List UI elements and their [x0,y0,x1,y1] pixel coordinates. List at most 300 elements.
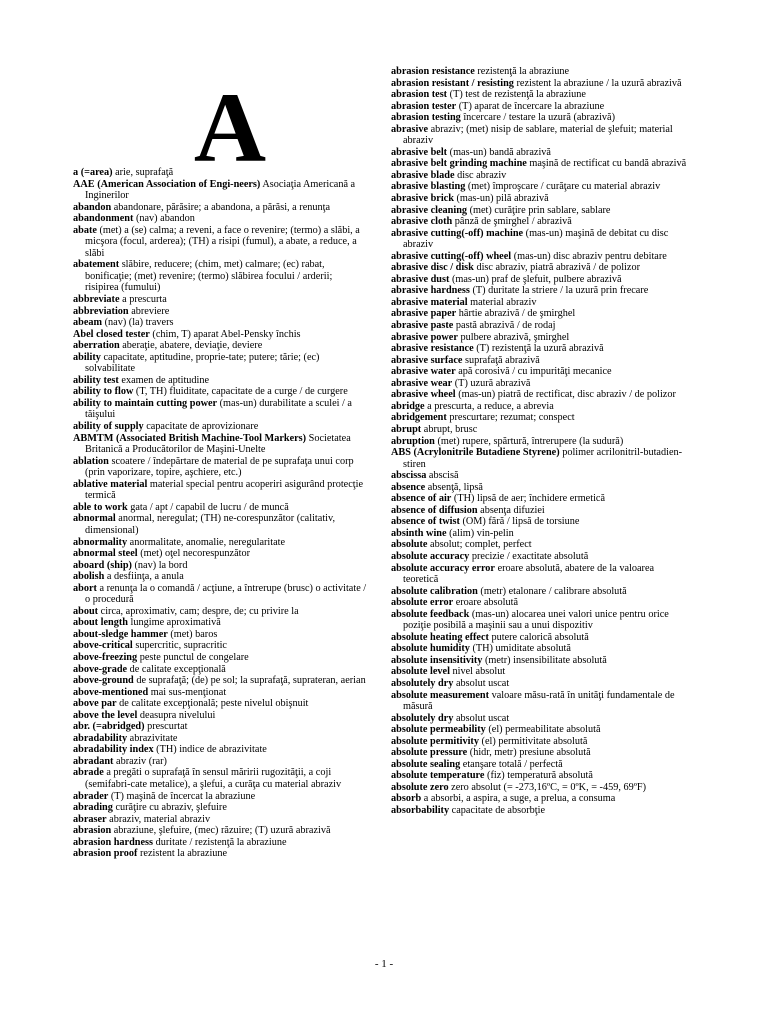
dictionary-entry [391,609,691,632]
entry-headword: ablative material [73,478,148,490]
dictionary-entry [391,597,691,609]
entry-headword: abbreviate [73,294,120,306]
entry-definition: (T) test de rezistenţă la abraziune [447,89,586,101]
dictionary-entry [73,617,368,629]
entry-definition: (mas-un) alocarea unei valori unice pentru orice poziţie posibilă a maşinii sau a unui dispozitiv [403,608,669,632]
entry-headword: absence [391,481,426,493]
entry-definition: zero absolut (= -273,16ºC, = 0ºK, = -459, 69ºF) [448,781,647,793]
entry-definition: abraziv; (met) nisip de sablare, material de şlefuit; material abraziv [403,123,673,147]
dictionary-entry [391,297,691,309]
entry-definition: prescurtat [144,721,188,733]
entry-headword: absolute accuracy error [391,562,495,574]
entry-definition: scoatere / îndepărtare de material de pe suprafaţa unui corp (prin vaporizare, topire, aşchiere, etc.) [85,455,354,479]
entry-headword: abnormality [73,536,128,548]
entry-definition: a prescurta [119,294,167,306]
entry-headword: abrader [73,790,109,802]
entry-definition: capacitate de absorbţie [449,805,546,816]
dictionary-entry [73,721,368,733]
entry-definition: material special pentru acoperiri asigurând protecţie termică [85,478,364,502]
entry-headword: abrasive dust [391,273,450,285]
left-column [73,167,368,860]
dictionary-entry [391,389,691,401]
entry-definition: maşină de rectificat cu bandă abrazivă [526,158,687,170]
entry-definition: (nav) abandon [133,213,195,225]
dictionary-entry [73,225,368,260]
entry-definition: gata / apt / capabil de lucru / de muncă [127,501,289,513]
dictionary-entry [391,170,691,182]
entry-definition: a renunţa la o comandă / acţiune, a întrerupe (brusc) o activitate / o procedură [85,582,367,606]
dictionary-entry [391,112,691,124]
dictionary-entry [391,793,691,805]
entry-headword: absolute humidity [391,643,470,655]
entry-definition: duritate / rezistenţă la abraziune [153,836,287,848]
right-column [391,66,691,817]
entry-headword: about-sledge hammer [73,628,168,640]
entry-definition: (mas-un) pilă abrazivă [453,193,549,205]
entry-definition: (nav) la bord [131,559,188,571]
entry-definition: (TH) lipsă de aer; închidere ermetică [451,493,606,505]
entry-headword: abruption [391,435,435,447]
entry-headword: absolute pressure [391,747,468,759]
entry-definition: (T) rezistenţă la uzură abrazivă [473,343,604,355]
entry-headword: abrupt [391,423,422,435]
entry-definition: rezistent la abraziune / la uzură abrazivă [513,77,682,89]
dictionary-entry [391,320,691,332]
entry-definition: aberaţie, abatere, deviaţie, deviere [119,340,263,352]
dictionary-entry [391,401,691,413]
entry-headword: abeam [73,317,103,329]
entry-headword: abrasive paste [391,320,454,332]
dictionary-entry [73,502,368,514]
entry-definition: abrazivitate [127,732,178,744]
dictionary-entry [73,710,368,722]
entry-definition: examen de aptitudine [118,374,210,386]
entry-headword: above-critical [73,640,133,652]
entry-headword: aboard (ship) [73,559,132,571]
entry-definition: Asociaţia Americană a Inginerilor [85,178,356,202]
entry-headword: above the level [73,709,138,721]
dictionary-entry [73,698,368,710]
dictionary-entry [391,632,691,644]
entry-headword: above-freezing [73,651,138,663]
entry-definition: absenţă, lipsă [425,481,483,493]
dictionary-entry [73,306,368,318]
entry-definition: capacitate de aprovizionare [143,421,259,433]
entry-definition: abscisă [426,470,459,482]
dictionary-entry [391,193,691,205]
dictionary-entry [391,355,691,367]
entry-headword: abrasive wear [391,377,453,389]
entry-headword: abridgement [391,412,447,424]
entry-headword: abrasion resistance [391,66,475,77]
entry-headword: abraser [73,813,107,825]
dictionary-entry [391,378,691,390]
dictionary-entry [73,652,368,664]
dictionary-entry [73,664,368,676]
dictionary-entry [73,640,368,652]
dictionary-entry [391,747,691,759]
entry-headword: abrasion resistant / resisting [391,77,514,89]
entry-headword: AAE (American Association of Engi-neers) [73,178,261,190]
entry-definition: absenţa difuziei [477,504,545,516]
entry-headword: ablation [73,455,109,467]
entry-definition: (OM) fără / lipsă de torsiune [459,516,580,528]
entry-definition: etanşare totală / perfectă [460,758,563,770]
entry-headword: abrasive power [391,331,458,343]
entry-headword: abrasion tester [391,100,457,112]
entry-headword: abscissa [391,470,427,482]
entry-headword: abrasive paper [391,308,457,320]
dictionary-entry [73,352,368,375]
entry-definition: (mas-un) bandă abrazivă [447,146,551,158]
entry-headword: abort [73,582,97,594]
entry-headword: abrade [73,767,104,779]
entry-headword: absolute permitivity [391,735,479,747]
entry-definition: eroare absolută, abatere de la valoarea teoretică [403,562,655,586]
entry-headword: absence of air [391,493,452,505]
entry-definition: abreviere [128,305,170,317]
entry-definition: absolut uscat [453,677,510,689]
entry-definition: (T, TH) fluiditate, capacitate de a curge / de curgere [133,386,348,398]
dictionary-entry [73,560,368,572]
entry-definition: (mas-un) praf de şlefuit, pulbere abrazivă [449,273,622,285]
page-number: - 1 - [374,958,394,970]
entry-headword: absolute accuracy [391,550,470,562]
entry-headword: abbreviation [73,305,129,317]
entry-headword: a (=area) [73,167,113,178]
entry-definition: Societatea Britanică a Producătorilor de Maşini-Unelte [85,432,351,456]
entry-headword: ability to maintain cutting power [73,397,218,409]
entry-definition: (T) uzură abrazivă [452,377,531,389]
entry-headword: about [73,605,99,617]
entry-definition: rezistent la abraziune [137,848,228,860]
entry-definition: de calitate excepţională [127,663,226,675]
dictionary-entry [391,216,691,228]
dictionary-entry [391,678,691,690]
dictionary-entry [391,274,691,286]
entry-headword: abrasive water [391,366,456,378]
entry-definition: apă corosivă / cu impurităţi mecanice [455,366,612,378]
entry-headword: ability of supply [73,421,144,433]
entry-headword: absence of twist [391,516,460,528]
entry-definition: (met) rupere, spărtură, întrerupere (la sudură) [434,435,624,447]
entry-headword: absolutely dry [391,712,454,724]
dictionary-entry [391,470,691,482]
dictionary-entry [391,666,691,678]
dictionary-entry [391,516,691,528]
entry-definition: abraziv, material abraziv [106,813,211,825]
entry-headword: about length [73,617,128,629]
dictionary-entry [391,551,691,563]
entry-headword: absolute permeability [391,724,486,736]
entry-headword: ABS (Acrylonitrile Butadiene Styrene) [391,447,560,459]
dictionary-entry [391,262,691,274]
dictionary-entry [391,228,691,251]
entry-definition: nivel absolut [449,666,506,678]
entry-headword: abandonment [73,213,134,225]
entry-definition: suprafaţă abrazivă [462,354,540,366]
dictionary-entry [73,687,368,699]
entry-headword: ability test [73,374,119,386]
entry-headword: absolutely dry [391,677,454,689]
entry-definition: disc abraziv, piatră abrazivă / de polizor [473,262,640,274]
entry-headword: abridge [391,400,425,412]
dictionary-entry [73,433,368,456]
entry-definition: de calitate excepţională; peste nivelul obişnuit [116,698,309,710]
dictionary-entry [391,181,691,193]
entry-definition: (el) permitivitate absolută [478,735,588,747]
dictionary-entry [73,583,368,606]
dictionary-entry [391,158,691,170]
entry-headword: absolute feedback [391,608,470,620]
dictionary-entry [391,805,691,817]
dictionary-entry [391,724,691,736]
dictionary-entry [391,436,691,448]
entry-definition: mai sus-menţionat [148,686,227,698]
entry-definition: (alim) vin-pelin [446,527,514,539]
entry-headword: abrasive surface [391,354,463,366]
dictionary-entry [73,767,368,790]
entry-definition: (mas-un) piatră de rectificat, disc abraziv / de polizor [455,389,676,401]
entry-headword: abrasive disc / disk [391,262,474,274]
entry-definition: material abraziv [467,296,537,308]
entry-definition: (metr) etalonare / calibrare absolută [477,585,627,597]
entry-definition: (T) aparat de încercare la abraziune [456,100,605,112]
entry-definition: (mas-un) maşină de debitat cu disc abraziv [403,227,669,251]
entry-headword: abrasive [391,123,429,135]
entry-headword: absolute heating effect [391,631,489,643]
entry-definition: a prescurta, a reduce, a abrevia [424,400,554,412]
entry-headword: ABMTM (Associated British Machine-Tool Markers) [73,432,307,444]
dictionary-entry [73,606,368,618]
dictionary-entry [73,537,368,549]
entry-definition: a absorbi, a aspira, a suge, a prelua, a consuma [421,793,616,805]
entry-definition: polimer acrilonitril-butadien-stiren [403,447,683,470]
entry-definition: încercare / testare la uzură (abrazivă) [460,112,615,124]
dictionary-entry [391,251,691,263]
dictionary-entry [73,791,368,803]
entry-headword: absorbability [391,805,450,816]
entry-definition: (TH) umiditate absolută [469,643,571,655]
dictionary-entry [73,259,368,294]
entry-headword: above-ground [73,675,134,687]
dictionary-entry [73,329,368,341]
entry-headword: above par [73,698,117,710]
entry-definition: supercritic, supracritic [132,640,227,652]
dictionary-entry [391,285,691,297]
entry-definition: (met) curăţire prin sablare, sablare [467,204,611,216]
entry-definition: disc abraziv [454,169,507,181]
entry-headword: abnormal steel [73,548,138,560]
section-letter: A [193,72,267,183]
entry-definition: arie, suprafaţă [112,167,174,178]
entry-definition: (hidr, metr) presiune absolută [467,747,591,759]
entry-headword: abrasive blade [391,169,455,181]
dictionary-entry [73,837,368,849]
entry-headword: abradability index [73,744,154,756]
entry-definition: rezistenţă la abraziune [474,66,569,77]
entry-headword: abrasive blasting [391,181,466,193]
dictionary-entry [391,424,691,436]
dictionary-entry [73,756,368,768]
dictionary-entry [73,375,368,387]
entry-definition: (met) a (se) calma; a reveni, a face o revenire; (termo) a slăbi, a micşora (focul, arderea); (TH) a risipi (fumul), a abate, a reduce, a slăbi [85,224,360,259]
entry-definition: slăbire, reducere; (chim, met) calmare; (ec) rabat, bonificaţie; (met) revenire; (termo) slăbirea focului / arderii; risipirea (fumului) [85,259,333,294]
entry-headword: abate [73,224,97,236]
dictionary-entry [73,179,368,202]
dictionary-entry [73,213,368,225]
dictionary-entry [391,759,691,771]
entry-definition: peste punctul de congelare [137,651,249,663]
entry-headword: abradant [73,755,114,767]
entry-headword: abrasive resistance [391,343,474,355]
entry-definition: pastă abrazivă / de rodaj [453,320,556,332]
dictionary-entry [391,447,691,470]
dictionary-entry [391,124,691,147]
dictionary-entry [391,89,691,101]
dictionary-entry [391,586,691,598]
entry-headword: abolish [73,571,105,583]
dictionary-entry [73,202,368,214]
dictionary-entry [391,655,691,667]
entry-headword: abrasion testing [391,112,461,124]
entry-headword: abrasive cutting(-off) machine [391,227,524,239]
dictionary-entry [73,744,368,756]
entry-headword: able to work [73,501,128,513]
dictionary-entry [73,629,368,641]
dictionary-entry [73,479,368,502]
dictionary-entry [73,317,368,329]
entry-definition: (mas-un) disc abraziv pentru debitare [511,250,667,262]
dictionary-entry [73,386,368,398]
entry-definition: (T) maşină de încercat la abraziune [108,790,256,802]
entry-headword: abrasive cloth [391,216,453,228]
entry-headword: abandon [73,201,112,213]
dictionary-entry [73,294,368,306]
entry-definition: capacitate, aptitudine, proprie-tate; putere; tărie; (ec) solvabilitate [85,351,320,375]
entry-headword: abradability [73,732,128,744]
dictionary-entry [73,456,368,479]
entry-definition: anormal, neregulat; (TH) ne-corespunzător (calitativ, dimensional) [85,513,336,536]
dictionary-entry [391,539,691,551]
dictionary-entry [73,802,368,814]
entry-headword: ability to flow [73,386,134,398]
dictionary-entry [391,366,691,378]
entry-headword: abrasion hardness [73,836,154,848]
entry-headword: abnormal [73,513,116,525]
entry-definition: curăţire cu abraziv, şlefuire [112,802,227,814]
entry-definition: (metr) insensibilitate absolută [482,654,607,666]
dictionary-entry [73,340,368,352]
entry-headword: abrasive belt grinding machine [391,158,527,170]
dictionary-entry [73,513,368,536]
entry-definition: abraziune, şlefuire, (mec) răzuire; (T) uzură abrazivă [111,825,331,837]
entry-definition: eroare absolută [453,597,519,609]
entry-headword: above-grade [73,663,128,675]
entry-definition: putere calorică absolută [488,631,589,643]
entry-definition: (chim, T) aparat Abel-Pensky închis [149,328,301,340]
dictionary-entry [391,713,691,725]
dictionary-entry [391,412,691,424]
dictionary-entry [73,848,368,860]
entry-headword: absolute measurement [391,689,490,701]
dictionary-entry [391,782,691,794]
entry-headword: absolute error [391,597,454,609]
dictionary-entry [73,733,368,745]
entry-headword: absolute [391,539,428,551]
entry-headword: absolute zero [391,781,449,793]
entry-definition: deasupra nivelului [137,709,216,721]
entry-headword: absolute temperature [391,770,485,782]
dictionary-entry [73,398,368,421]
entry-definition: hârtie abrazivă / de şmirghel [456,308,576,320]
dictionary-entry [391,563,691,586]
entry-definition: de suprafaţă; (de) pe sol; la suprafaţă, suprateran, aerian [133,675,366,687]
entry-headword: ability [73,351,101,363]
entry-headword: absolute level [391,666,450,678]
entry-headword: abrasion [73,825,112,837]
dictionary-entry [73,571,368,583]
entry-headword: above-mentioned [73,686,149,698]
entry-headword: abrasive hardness [391,285,470,297]
dictionary-entry [73,167,368,179]
entry-headword: abr. (=abridged) [73,721,145,733]
entry-headword: Abel closed tester [73,328,150,340]
dictionary-entry [73,675,368,687]
dictionary-entry [391,147,691,159]
entry-headword: abrasive cleaning [391,204,468,216]
entry-headword: abrasive cutting(-off) wheel [391,250,512,262]
entry-headword: abrasive brick [391,193,454,205]
dictionary-entry [391,690,691,713]
entry-definition: prescurtare; rezumat; conspect [446,412,575,424]
entry-definition: (fiz) temperatură absolută [484,770,593,782]
entry-headword: abrading [73,802,113,814]
entry-headword: abrasion proof [73,848,138,860]
dictionary-entry [391,78,691,90]
entry-definition: (TH) indice de abrazivitate [153,744,267,756]
entry-definition: (mas-un) durabilitate a sculei / a tăişului [85,397,352,421]
entry-headword: abrasive wheel [391,389,456,401]
entry-definition: absolut; complet, perfect [427,539,532,551]
dictionary-entry [391,205,691,217]
entry-definition: abraziv (rar) [113,755,167,767]
entry-definition: (met) oţel necorespunzător [137,548,251,560]
entry-headword: abrasive material [391,296,468,308]
dictionary-entry [391,66,691,78]
entry-headword: aberration [73,340,120,352]
entry-definition: (met) baros [167,628,218,640]
entry-headword: absorb [391,793,422,805]
entry-definition: a pregăti o suprafaţă în sensul măririi rugozităţii, a coji (semifabri-cate metalice), a şlefui, a curăţa cu material abraziv [85,767,342,790]
dictionary-entry [391,332,691,344]
entry-headword: abrasive belt [391,146,448,158]
entry-definition: valoare măsu-rată în unităţi fundamentale de măsură [403,689,675,713]
entry-definition: abandonare, părăsire; a abandona, a părăsi, a renunţa [111,201,331,213]
entry-headword: abatement [73,259,120,271]
entry-definition: anormalitate, anomalie, neregularitate [127,536,286,548]
entry-definition: absolut uscat [453,712,510,724]
dictionary-entry [73,548,368,560]
entry-definition: (el) permeabilitate absolută [485,724,601,736]
entry-headword: absolute sealing [391,758,461,770]
entry-definition: abrupt, brusc [421,423,478,435]
dictionary-entry [391,528,691,540]
entry-headword: absinth wine [391,527,447,539]
entry-definition: (T) duritate la striere / la uzură prin frecare [469,285,649,297]
entry-headword: absolute insensitivity [391,654,483,666]
dictionary-entry [391,736,691,748]
